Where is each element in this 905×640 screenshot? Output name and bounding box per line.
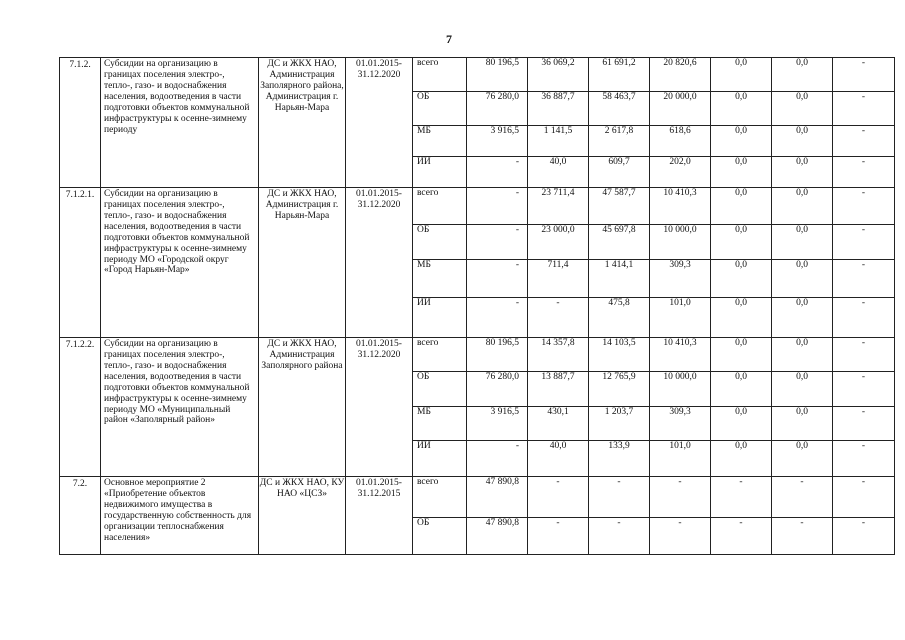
amount-cell: - bbox=[467, 188, 528, 225]
amount-cell: 2 617,8 bbox=[589, 126, 650, 157]
amount-cell: 0,0 bbox=[772, 372, 833, 407]
amount-cell: 0,0 bbox=[772, 260, 833, 298]
amount-cell: - bbox=[650, 477, 711, 518]
amount-cell: 47 890,8 bbox=[467, 518, 528, 555]
amount-cell: - bbox=[589, 477, 650, 518]
amount-cell: - bbox=[467, 157, 528, 188]
page-number: 7 bbox=[446, 32, 452, 46]
amount-cell: 0,0 bbox=[711, 407, 772, 441]
amount-cell: - bbox=[833, 338, 895, 372]
amount-cell: 0,0 bbox=[711, 225, 772, 260]
funding-source: ИИ bbox=[413, 441, 467, 477]
amount-cell: 0,0 bbox=[772, 441, 833, 477]
amount-cell: - bbox=[467, 225, 528, 260]
amount-cell: - bbox=[772, 477, 833, 518]
amount-cell: - bbox=[833, 126, 895, 157]
amount-cell: - bbox=[711, 477, 772, 518]
amount-cell: 23 000,0 bbox=[528, 225, 589, 260]
amount-cell: 1 141,5 bbox=[528, 126, 589, 157]
amount-cell: 0,0 bbox=[711, 338, 772, 372]
amount-cell: 0,0 bbox=[711, 260, 772, 298]
implementation-period: 01.01.2015-31.12.2020 bbox=[346, 58, 413, 188]
amount-cell: 80 196,5 bbox=[467, 58, 528, 92]
row-number: 7.1.2.2. bbox=[60, 338, 101, 477]
amount-cell: - bbox=[467, 260, 528, 298]
amount-cell: 40,0 bbox=[528, 157, 589, 188]
amount-cell: 711,4 bbox=[528, 260, 589, 298]
amount-cell: 1 414,1 bbox=[589, 260, 650, 298]
measure-name: Субсидии на организацию в границах поселения электро-, тепло-, газо- и водоснабжения населения, водоотведения в части подготовки объектов коммунальной инфраструктуры к осенне-зимнему периоду МО «Муниципальный район «Заполярный район» bbox=[101, 338, 259, 477]
amount-cell: 430,1 bbox=[528, 407, 589, 441]
funding-source: ИИ bbox=[413, 157, 467, 188]
row-number: 7.1.2. bbox=[60, 58, 101, 188]
amount-cell: 36 887,7 bbox=[528, 92, 589, 126]
implementation-period: 01.01.2015-31.12.2015 bbox=[346, 477, 413, 555]
amount-cell: - bbox=[833, 58, 895, 92]
amount-cell: 10 000,0 bbox=[650, 225, 711, 260]
amount-cell: 3 916,5 bbox=[467, 126, 528, 157]
amount-cell: 40,0 bbox=[528, 441, 589, 477]
amount-cell: - bbox=[528, 477, 589, 518]
amount-cell: 80 196,5 bbox=[467, 338, 528, 372]
amount-cell: 61 691,2 bbox=[589, 58, 650, 92]
amount-cell: 76 280,0 bbox=[467, 372, 528, 407]
amount-cell: 0,0 bbox=[711, 441, 772, 477]
table-row bbox=[60, 477, 895, 518]
amount-cell: 202,0 bbox=[650, 157, 711, 188]
funding-source: ИИ bbox=[413, 298, 467, 338]
amount-cell: - bbox=[833, 225, 895, 260]
amount-cell: 0,0 bbox=[772, 126, 833, 157]
amount-cell: - bbox=[467, 441, 528, 477]
funding-source: ОБ bbox=[413, 92, 467, 126]
amount-cell: - bbox=[467, 298, 528, 338]
implementation-period: 01.01.2015-31.12.2020 bbox=[346, 338, 413, 477]
table-row bbox=[60, 188, 895, 225]
amount-cell: 0,0 bbox=[711, 126, 772, 157]
measure-name: Субсидии на организацию в границах поселения электро-, тепло-, газо- и водоснабжения населения, водоотведения в части подготовки объектов коммунальной инфраструктуры к осенне-зимнему периоду bbox=[101, 58, 259, 188]
amount-cell: 14 103,5 bbox=[589, 338, 650, 372]
measure-name: Субсидии на организацию в границах поселения электро-, тепло-, газо- и водоснабжения населения, водоотведения в части подготовки объектов коммунальной инфраструктуры к осенне-зимнему периоду МО «Городской округ «Город Нарьян-Мар» bbox=[101, 188, 259, 338]
amount-cell: - bbox=[650, 518, 711, 555]
responsible-party: ДС и ЖКХ НАО, КУ НАО «ЦСЗ» bbox=[259, 477, 346, 555]
funding-source: ОБ bbox=[413, 225, 467, 260]
amount-cell: 309,3 bbox=[650, 260, 711, 298]
funding-source: ОБ bbox=[413, 518, 467, 555]
amount-cell: - bbox=[833, 518, 895, 555]
amount-cell: - bbox=[833, 157, 895, 188]
amount-cell: 23 711,4 bbox=[528, 188, 589, 225]
funding-source: всего bbox=[413, 188, 467, 225]
amount-cell: 101,0 bbox=[650, 298, 711, 338]
amount-cell: 0,0 bbox=[772, 92, 833, 126]
funding-source: всего bbox=[413, 58, 467, 92]
amount-cell: 3 916,5 bbox=[467, 407, 528, 441]
amount-cell: 0,0 bbox=[772, 407, 833, 441]
amount-cell: - bbox=[711, 518, 772, 555]
amount-cell: 309,3 bbox=[650, 407, 711, 441]
amount-cell: 0,0 bbox=[772, 225, 833, 260]
amount-cell: 1 203,7 bbox=[589, 407, 650, 441]
amount-cell: 76 280,0 bbox=[467, 92, 528, 126]
amount-cell: - bbox=[833, 372, 895, 407]
amount-cell: 101,0 bbox=[650, 441, 711, 477]
funding-source: ОБ bbox=[413, 372, 467, 407]
amount-cell: - bbox=[528, 298, 589, 338]
amount-cell: 20 820,6 bbox=[650, 58, 711, 92]
amount-cell: - bbox=[589, 518, 650, 555]
program-table bbox=[59, 57, 895, 555]
amount-cell: 0,0 bbox=[772, 338, 833, 372]
amount-cell: 0,0 bbox=[711, 298, 772, 338]
amount-cell: 609,7 bbox=[589, 157, 650, 188]
amount-cell: 47 890,8 bbox=[467, 477, 528, 518]
amount-cell: 10 000,0 bbox=[650, 372, 711, 407]
measure-name: Основное мероприятие 2 «Приобретение объектов недвижимого имущества в государственную собственность для организации теплоснабжения населения» bbox=[101, 477, 259, 555]
funding-source: МБ bbox=[413, 407, 467, 441]
row-number: 7.1.2.1. bbox=[60, 188, 101, 338]
table-row bbox=[60, 338, 895, 372]
funding-source: МБ bbox=[413, 260, 467, 298]
amount-cell: 45 697,8 bbox=[589, 225, 650, 260]
amount-cell: - bbox=[772, 518, 833, 555]
amount-cell: 0,0 bbox=[711, 92, 772, 126]
funding-source: всего bbox=[413, 338, 467, 372]
row-number: 7.2. bbox=[60, 477, 101, 555]
amount-cell: 14 357,8 bbox=[528, 338, 589, 372]
funding-source: всего bbox=[413, 477, 467, 518]
responsible-party: ДС и ЖКХ НАО, Администрация г. Нарьян-Мара bbox=[259, 188, 346, 338]
amount-cell: - bbox=[833, 92, 895, 126]
amount-cell: 10 410,3 bbox=[650, 188, 711, 225]
amount-cell: - bbox=[833, 441, 895, 477]
amount-cell: 0,0 bbox=[772, 188, 833, 225]
funding-source: МБ bbox=[413, 126, 467, 157]
amount-cell: 36 069,2 bbox=[528, 58, 589, 92]
amount-cell: 47 587,7 bbox=[589, 188, 650, 225]
table-row bbox=[60, 58, 895, 92]
amount-cell: 618,6 bbox=[650, 126, 711, 157]
amount-cell: 133,9 bbox=[589, 441, 650, 477]
amount-cell: 0,0 bbox=[711, 58, 772, 92]
amount-cell: - bbox=[833, 298, 895, 338]
responsible-party: ДС и ЖКХ НАО, Администрация Заполярного района bbox=[259, 338, 346, 477]
amount-cell: 0,0 bbox=[711, 157, 772, 188]
amount-cell: - bbox=[833, 260, 895, 298]
amount-cell: - bbox=[833, 477, 895, 518]
amount-cell: 0,0 bbox=[772, 298, 833, 338]
amount-cell: - bbox=[833, 407, 895, 441]
amount-cell: 475,8 bbox=[589, 298, 650, 338]
amount-cell: 13 887,7 bbox=[528, 372, 589, 407]
amount-cell: 12 765,9 bbox=[589, 372, 650, 407]
amount-cell: 0,0 bbox=[772, 58, 833, 92]
amount-cell: 20 000,0 bbox=[650, 92, 711, 126]
amount-cell: 0,0 bbox=[711, 372, 772, 407]
amount-cell: 58 463,7 bbox=[589, 92, 650, 126]
amount-cell: - bbox=[528, 518, 589, 555]
amount-cell: 10 410,3 bbox=[650, 338, 711, 372]
implementation-period: 01.01.2015-31.12.2020 bbox=[346, 188, 413, 338]
amount-cell: - bbox=[833, 188, 895, 225]
amount-cell: 0,0 bbox=[711, 188, 772, 225]
responsible-party: ДС и ЖКХ НАО, Администрация Заполярного района, Администрация г. Нарьян-Мара bbox=[259, 58, 346, 188]
amount-cell: 0,0 bbox=[772, 157, 833, 188]
